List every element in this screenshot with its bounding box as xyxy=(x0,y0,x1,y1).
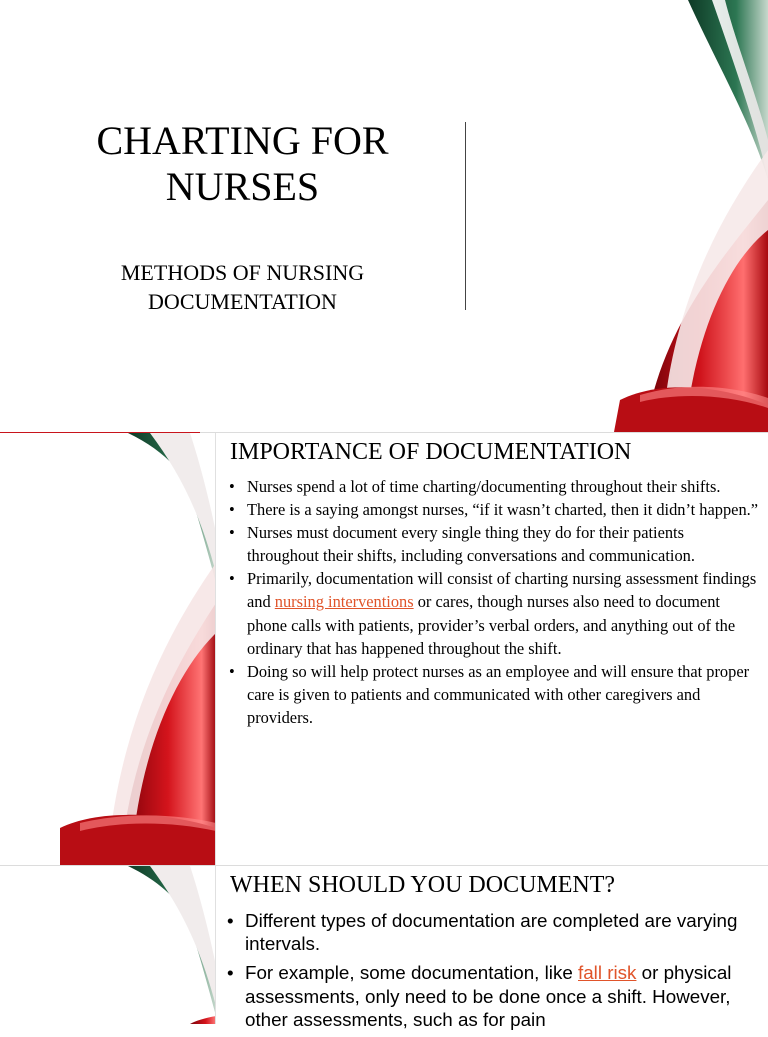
list-item: • There is a saying amongst nurses, “if it wasn’t charted, then it didn’t happen.” xyxy=(229,498,759,521)
list-item: • Doing so will help protect nurses as an employee and will ensure that proper care is given to patients and communicated with other caregivers and providers. xyxy=(229,660,759,729)
list-item: • Nurses must document every single thing they do for their patients throughout their shifts, including conversations and communication. xyxy=(229,521,759,567)
when-bullet-list xyxy=(227,909,757,1037)
section-heading: WHEN SHOULD YOU DOCUMENT? xyxy=(230,872,616,898)
ribbon-decoration xyxy=(600,0,768,432)
vertical-divider xyxy=(465,122,466,310)
ribbon-decoration xyxy=(0,866,216,1024)
importance-bullet-list xyxy=(229,475,759,729)
section-heading: IMPORTANCE OF DOCUMENTATION xyxy=(230,439,632,465)
list-item: • For example, some documentation, like fall risk or physical assessments, only need to be done once a shift. However, other assessments, such as for pain xyxy=(227,961,757,1031)
list-item: • Primarily, documentation will consist of charting nursing assessment findings and nursing interventions or cares, though nurses also need to document phone calls with patients, provider’s verbal orders, and anything out of the ordinary that has happened throughout the shift. xyxy=(229,567,759,659)
list-item: • Different types of documentation are completed are varying intervals. xyxy=(227,909,757,955)
panel-edge xyxy=(215,866,216,1024)
list-item: • Nurses spend a lot of time charting/documenting throughout their shifts. xyxy=(229,475,759,498)
presentation-title: CHARTING FOR NURSES xyxy=(96,118,389,209)
fall-risk-link[interactable]: fall risk xyxy=(578,962,637,984)
panel-edge xyxy=(215,433,216,865)
presentation-subtitle: METHODS OF NURSING DOCUMENTATION xyxy=(120,260,365,314)
nursing-interventions-link[interactable]: nursing interventions xyxy=(274,592,414,612)
slide-title xyxy=(0,0,768,432)
ribbon-decoration xyxy=(0,433,216,865)
